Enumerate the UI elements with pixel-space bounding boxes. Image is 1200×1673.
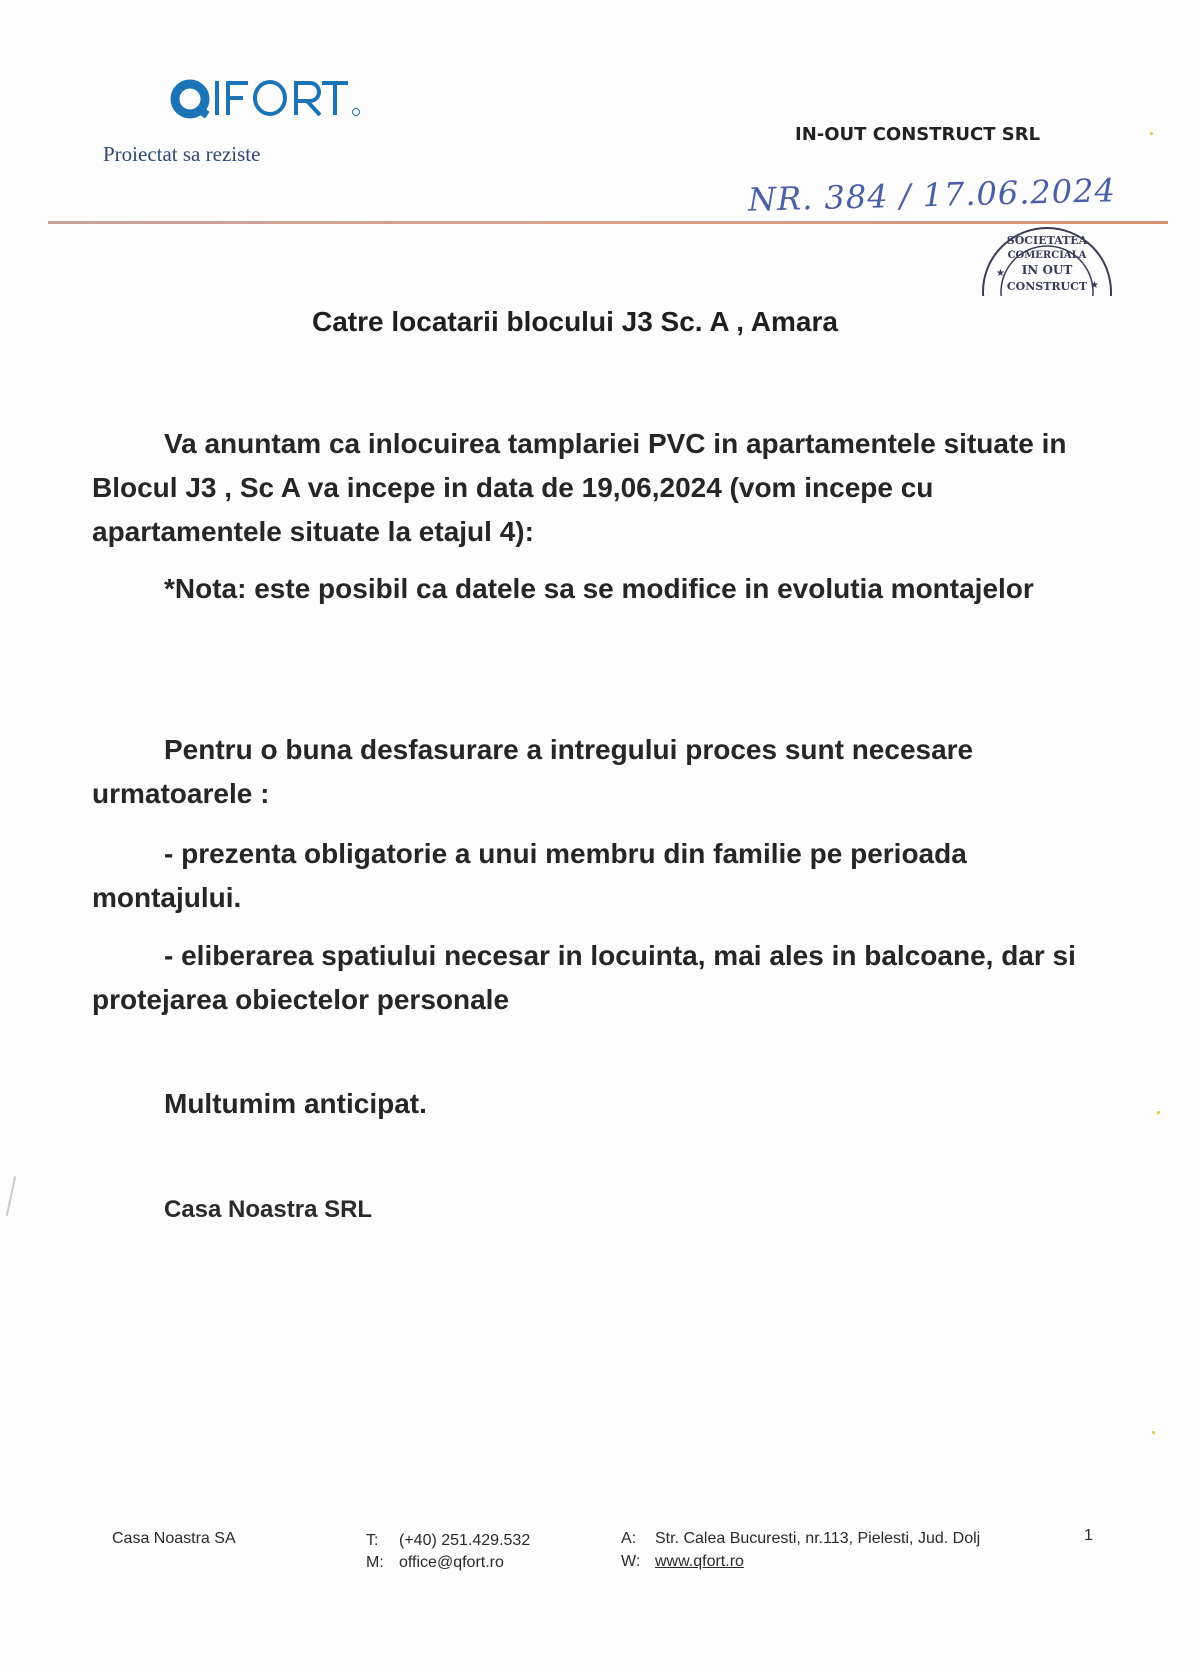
- svg-text:COMERCIALA: COMERCIALA: [1007, 250, 1087, 261]
- company-stamp: [976, 224, 1118, 296]
- requirement-item-clearing-space: - eliberarea spatiului necesar in locuinta, mai ales in balcoane, dar si protejarea obiectelor personale: [92, 940, 1076, 1015]
- svg-text:IN OUT: IN OUT: [1021, 263, 1073, 277]
- scan-speck: [1152, 1431, 1155, 1434]
- footer-website-link[interactable]: www.qfort.ro: [655, 1553, 744, 1570]
- requirement-item-presence: - prezenta obligatorie a unui membru din familie pe perioada montajului.: [92, 838, 967, 913]
- svg-text:SOCIETATEA: SOCIETATEA: [1006, 234, 1088, 247]
- paragraph-requirements-intro: Pentru o buna desfasurare a intregului proces sunt necesare urmatoarele :: [92, 734, 974, 809]
- signature-company: Casa Noastra SRL: [164, 1196, 373, 1223]
- footer-phone: (+40) 251.429.532: [399, 1532, 531, 1549]
- svg-text:★: ★: [996, 268, 1005, 279]
- scan-speck: [1150, 132, 1153, 135]
- page-number: 1: [1084, 1527, 1093, 1544]
- footer-address-label: A:: [621, 1530, 637, 1547]
- paragraph-announcement: Va anuntam ca inlocuirea tamplariei PVC in apartamentele situate in Blocul J3 , Sc A va incepe in data de 19,06,2024 (vom incepe cu apartamentele situate la etajul 4):: [92, 428, 1067, 547]
- svg-text:★: ★: [1090, 280, 1099, 291]
- letter-recipient: Catre locatarii blocului J3 Sc. A , Amara: [312, 306, 838, 337]
- footer-address: Str. Calea Bucuresti, nr.113, Pielesti, Jud. Dolj: [655, 1530, 981, 1547]
- tagline: Proiectat sa reziste: [103, 142, 261, 166]
- footer-web-label: W:: [621, 1553, 641, 1570]
- paragraph-note: *Nota: este posibil ca datele sa se modifice in evolutia montajelor: [164, 573, 1034, 604]
- footer-email: office@qfort.ro: [399, 1554, 504, 1571]
- svg-text:CONSTRUCT: CONSTRUCT: [1006, 280, 1088, 293]
- footer-phone-label: T:: [366, 1532, 379, 1549]
- margin-pen-mark: [6, 1176, 16, 1216]
- footer-mail-label: M:: [366, 1554, 384, 1571]
- closing-line: Multumim anticipat.: [164, 1088, 427, 1119]
- recipient-company: IN-OUT CONSTRUCT SRL: [795, 124, 1041, 145]
- scan-speck: [1157, 1111, 1160, 1114]
- qfort-logo: [170, 72, 400, 122]
- handwritten-registration-number: NR. 384 / 17.06.2024: [747, 171, 1117, 219]
- footer-company: Casa Noastra SA: [112, 1530, 236, 1547]
